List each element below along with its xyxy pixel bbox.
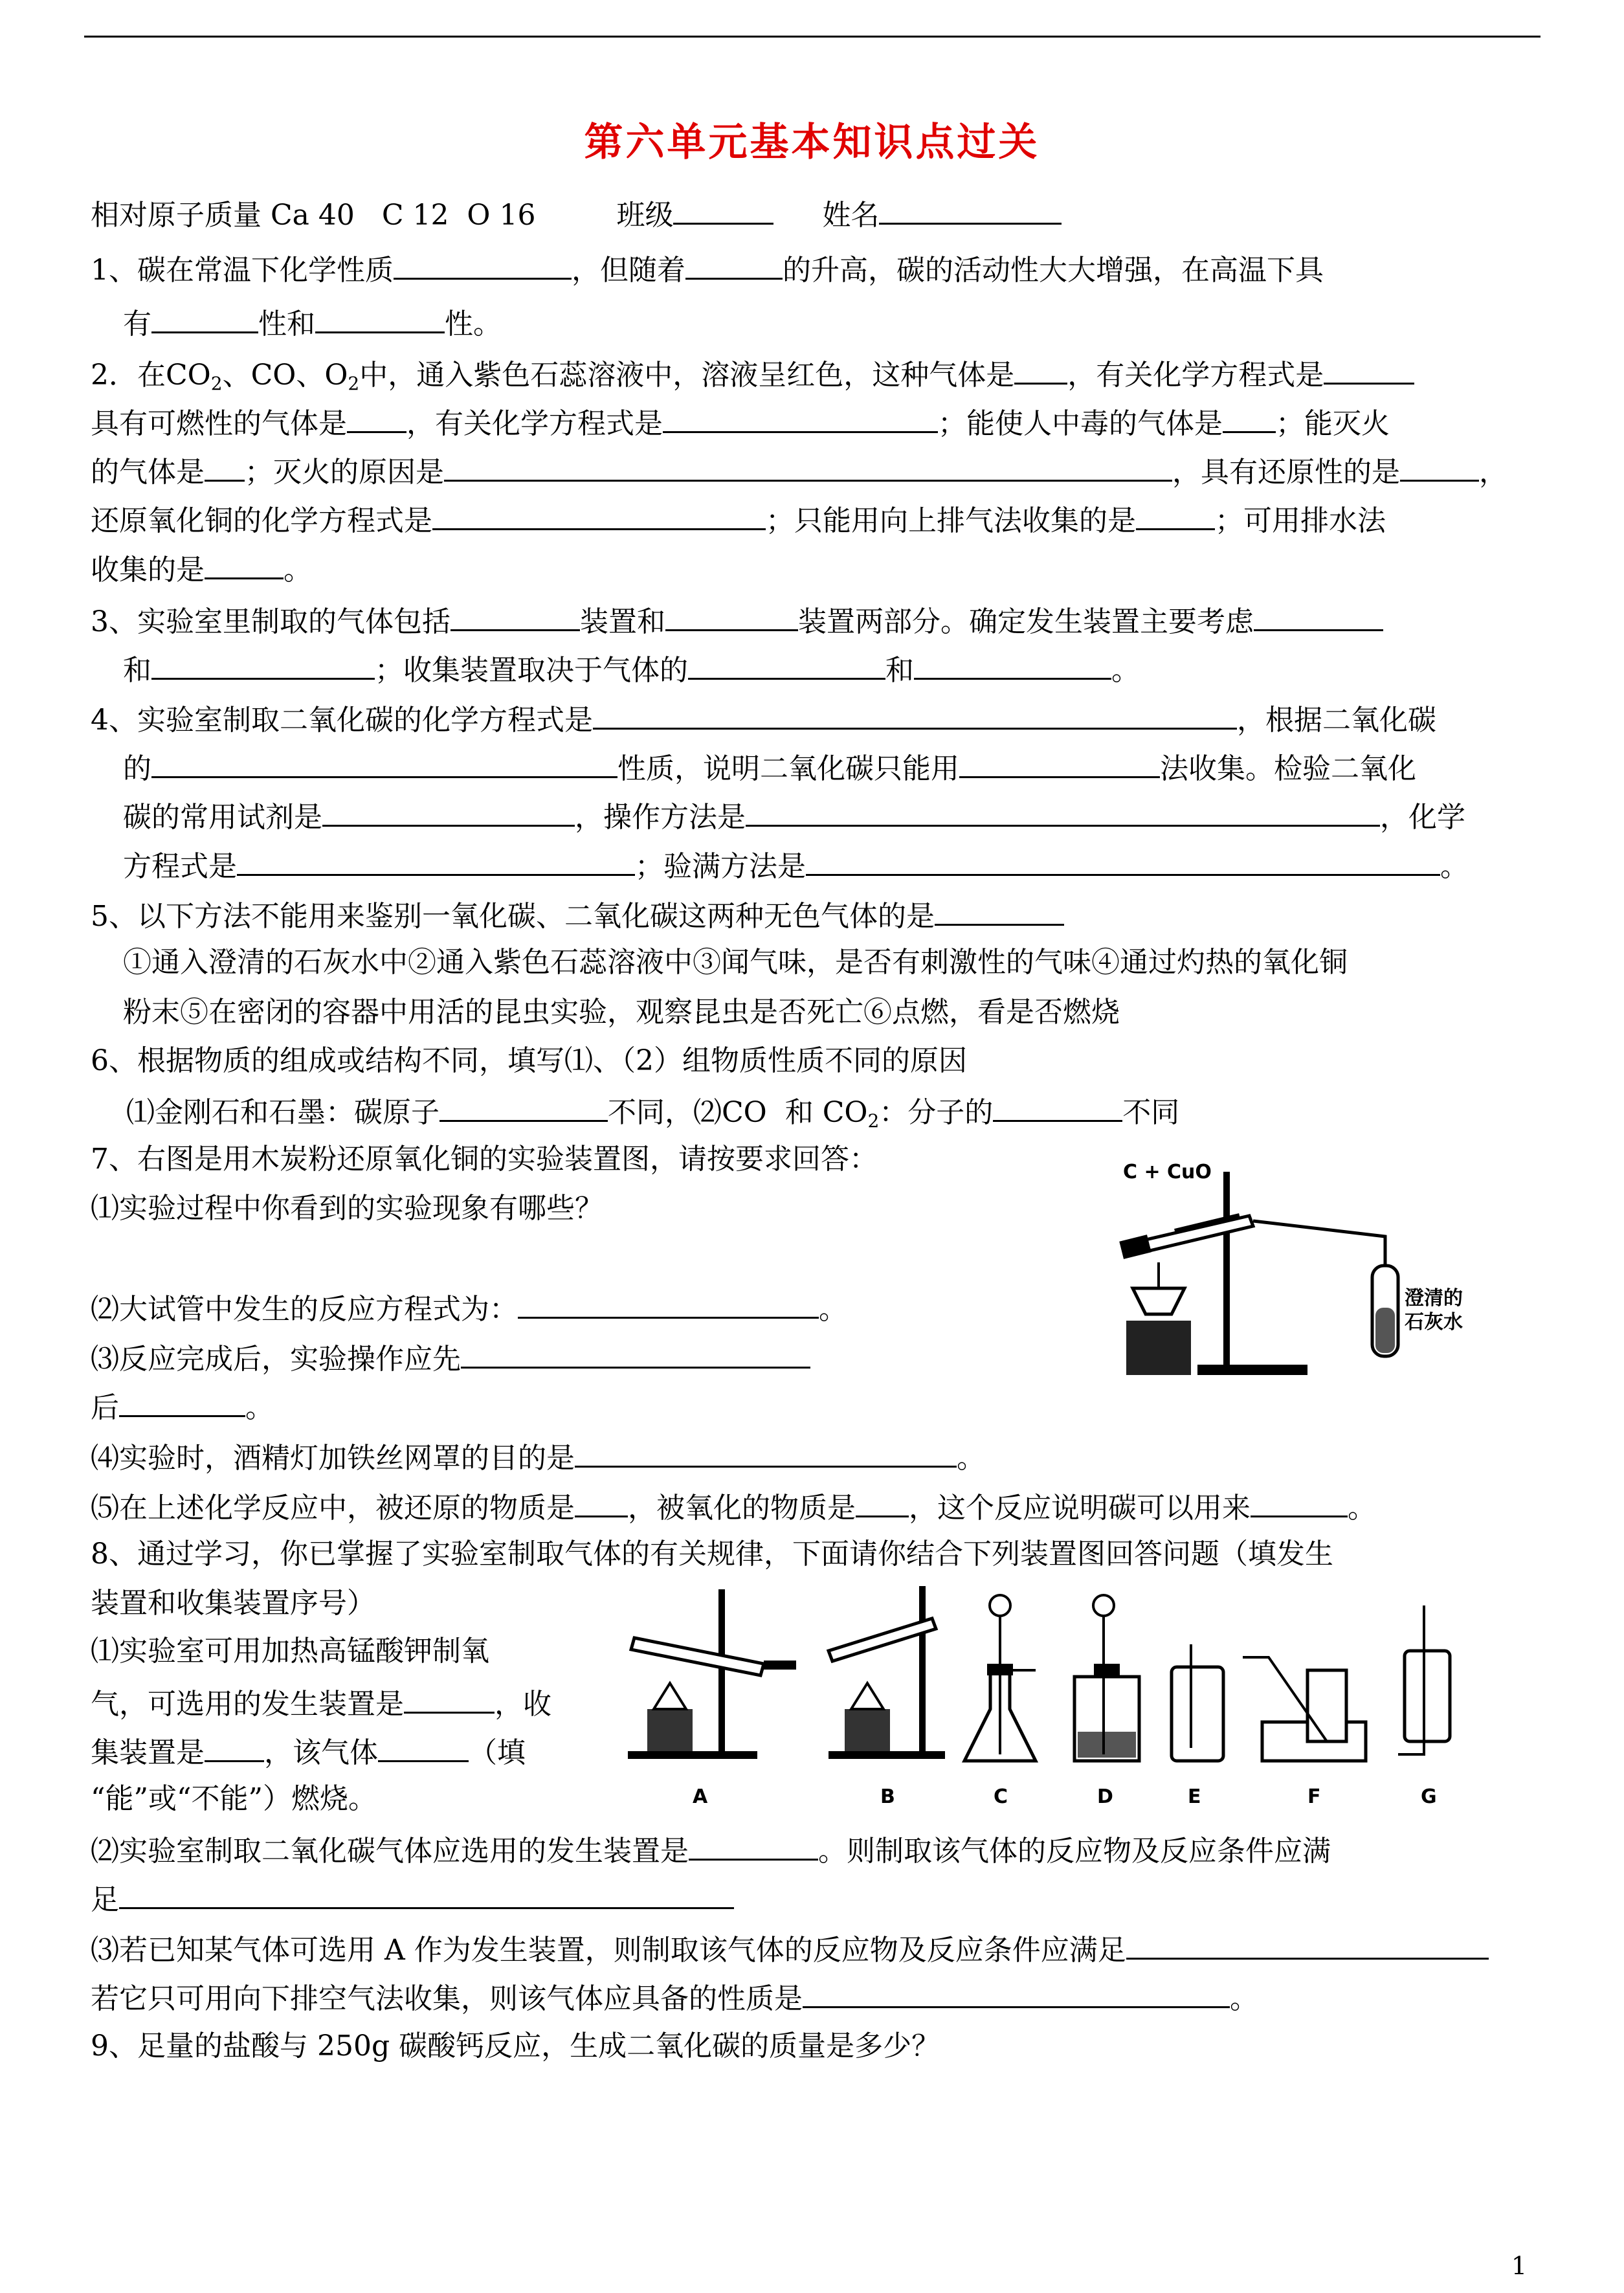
q2-line1 (91, 354, 1414, 394)
blank[interactable] (935, 895, 1064, 926)
q7-line1: 7、右图是用木炭粉还原氧化铜的实验装置图，请按要求回答： (91, 1143, 878, 1176)
q8-text: 若它只可用向下排空气法收集，则该气体应具备的性质是 (91, 1982, 803, 2015)
q4-text: 碳的常用试剂是 (123, 801, 322, 834)
q7-line2: ⑴实验过程中你看到的实验现象有哪些？ (91, 1192, 603, 1225)
blank[interactable] (432, 500, 766, 530)
q8-line8 (91, 1879, 734, 1919)
page-title: 第六单元基本知识点过关 (584, 120, 1040, 165)
blank[interactable] (856, 1487, 909, 1517)
q4-text: ；验满方法是 (635, 850, 806, 883)
blank[interactable] (347, 403, 406, 433)
delivery-tube (1253, 1221, 1385, 1288)
blank[interactable] (688, 649, 885, 680)
blank[interactable] (993, 1091, 1122, 1122)
q3-text: 装置两部分。确定发生装置主要考虑 (798, 605, 1254, 638)
blank[interactable] (803, 1978, 1230, 2008)
gas-apparatus-figure (621, 1580, 1469, 1819)
q3-line2 (123, 649, 1140, 689)
q6-text: ⑴金刚石和石墨：碳原子 (126, 1096, 439, 1129)
q2-text: 中，通入紫色石蕊溶液中，溶液呈红色，这种气体是 (359, 359, 1015, 392)
q1-line2 (123, 303, 502, 343)
q8-line10 (91, 1978, 1258, 2018)
q7-text: 。 (1348, 1492, 1376, 1525)
blank[interactable] (394, 249, 572, 280)
q3-text: 装置和 (580, 605, 665, 638)
blank[interactable] (205, 1732, 264, 1762)
q7-text: ，被氧化的物质是 (628, 1492, 856, 1525)
q9-line1: 9、足量的盐酸与 250g 碳酸钙反应，生成二氧化碳的质量是多少？ (91, 2030, 940, 2063)
q8-line7 (91, 1830, 1331, 1870)
label-d: D (1097, 1785, 1113, 1808)
q7-line6 (91, 1437, 985, 1477)
apparatus-d (1074, 1595, 1139, 1761)
q8-line2: 装置和收集装置序号） (91, 1587, 375, 1620)
q7-line7 (91, 1487, 1376, 1527)
q8-text: 集装置是 (91, 1736, 205, 1769)
q3-text: 和 (885, 654, 914, 687)
q7-line3 (91, 1288, 847, 1328)
blank[interactable] (439, 1091, 608, 1122)
q2-text: 还原氧化铜的化学方程式是 (91, 504, 432, 537)
blank[interactable] (1324, 354, 1414, 385)
q4-text: 法收集。检验二氧化 (1160, 752, 1416, 785)
large-test-tube (1146, 1216, 1253, 1251)
q2-text: 收集的是 (91, 554, 205, 587)
q4-text: ，根据二氧化碳 (1237, 704, 1436, 737)
q7-text: ⑷实验时，酒精灯加铁丝网罩的目的是 (91, 1442, 575, 1475)
q5-line3: 粉末⑤在密闭的容器中用活的昆虫实验，观察昆虫是否死亡⑥点燃，看是否燃烧 (123, 996, 1120, 1029)
blank[interactable] (665, 601, 798, 631)
limewater-label-2: 石灰水 (1405, 1311, 1463, 1334)
q1-line1 (91, 249, 1324, 289)
q5-line2: ①通入澄清的石灰水中②通入紫色石蕊溶液中③闻气味，是否有刺激性的气味④通过灼热的氧化铜 (123, 946, 1348, 979)
q8-text: 气，可选用的发生装置是 (91, 1688, 404, 1721)
header-line (91, 194, 1062, 234)
blank[interactable] (315, 303, 445, 333)
page-number: 1 (1511, 2252, 1527, 2280)
q1-text: ，但随着 (572, 254, 685, 287)
subscript: 2 (210, 373, 223, 394)
carbon-reduction-apparatus-figure (1100, 1159, 1463, 1385)
blank[interactable] (914, 649, 1111, 680)
blank[interactable] (1254, 601, 1383, 631)
q3-text: 。 (1111, 654, 1140, 687)
blank[interactable] (685, 249, 783, 280)
label-b: B (880, 1785, 895, 1808)
q8-text: 足 (91, 1883, 119, 1916)
q1-text: 1、碳在常温下化学性质 (91, 254, 394, 287)
q2-line2 (91, 403, 1390, 443)
blank[interactable] (1126, 1929, 1489, 1960)
q2-text: 的气体是 (91, 456, 205, 489)
blank[interactable] (461, 1338, 810, 1369)
blank[interactable] (1223, 403, 1276, 433)
q4-line3 (123, 796, 1465, 836)
atomic-masses: 相对原子质量 Ca 40 C 12 O 16 (91, 199, 536, 232)
alcohol-lamp (1126, 1321, 1191, 1375)
blank[interactable] (119, 1387, 245, 1417)
q4-text: 4、实验室制取二氧化碳的化学方程式是 (91, 704, 593, 737)
q1-text: 性。 (445, 308, 502, 341)
blank[interactable] (378, 1732, 469, 1762)
q2-line4 (91, 500, 1386, 540)
blank[interactable] (746, 796, 1380, 827)
label-c: C (994, 1785, 1008, 1808)
q1-text: 的升高，碳的活动性大大增强，在高温下具 (783, 254, 1324, 287)
top-rule (84, 36, 1541, 38)
q4-text: 。 (1440, 850, 1469, 883)
q8-line5 (91, 1732, 526, 1772)
q8-text: ⑵实验室制取二氧化碳气体应选用的发生装置是 (91, 1835, 689, 1868)
q6-text: 不同，⑵CO 和 CO (608, 1096, 868, 1129)
q4-line1 (91, 699, 1436, 739)
q3-text: ；收集装置取决于气体的 (375, 654, 688, 687)
blank[interactable] (663, 403, 938, 433)
apparatus-e (1172, 1644, 1223, 1761)
q2-text: ；可用排水法 (1215, 504, 1386, 537)
q7-text: ⑸在上述化学反应中，被还原的物质是 (91, 1492, 575, 1525)
apparatus-g (1398, 1605, 1450, 1754)
blank[interactable] (151, 748, 617, 778)
q8-line4 (91, 1683, 551, 1723)
blank[interactable] (205, 549, 284, 579)
q8-text: ⑶若已知某气体可选用 A 作为发生装置，则制取该气体的反应物及反应条件应满足 (91, 1934, 1126, 1967)
blank[interactable] (806, 845, 1440, 876)
blank[interactable] (205, 451, 245, 482)
subscript: 2 (348, 373, 360, 394)
q8-text: ，收 (495, 1688, 551, 1721)
q7-text: ，这个反应说明碳可以用来 (909, 1492, 1251, 1525)
q2-text: ；只能用向上排气法收集的是 (766, 504, 1136, 537)
q7-text: 。 (957, 1442, 985, 1475)
q4-text: 的 (123, 752, 151, 785)
q8-text: （填 (469, 1736, 526, 1769)
subscript: 2 (867, 1110, 880, 1132)
q6-text: 不同 (1122, 1096, 1180, 1129)
q2-text: ，有关化学方程式是 (1067, 359, 1324, 392)
test-tube-stopper (1119, 1235, 1151, 1259)
q3-text: 和 (123, 654, 151, 687)
q8-text: 。则制取该气体的反应物及反应条件应满 (818, 1835, 1331, 1868)
q8-text: 。 (1230, 1982, 1258, 2015)
blank[interactable] (689, 1830, 818, 1861)
blank[interactable] (575, 1487, 628, 1517)
q4-text: 性质，说明二氧化碳只能用 (617, 752, 959, 785)
reactants-label: C + CuO (1123, 1161, 1212, 1183)
q7-line5 (91, 1387, 274, 1427)
q8-line3: ⑴实验室可用加热高锰酸钾制氧 (91, 1635, 489, 1668)
label-f: F (1307, 1785, 1321, 1808)
label-e: E (1188, 1785, 1201, 1808)
blank[interactable] (1400, 451, 1479, 482)
q4-line2 (123, 748, 1416, 788)
q4-line4 (123, 845, 1469, 886)
name-field[interactable] (879, 194, 1062, 225)
apparatus-f (1243, 1657, 1366, 1761)
q2-line3 (91, 451, 1507, 491)
blank[interactable] (593, 699, 1237, 730)
blank[interactable] (151, 649, 375, 680)
q6-text: ：分子的 (879, 1096, 994, 1129)
wire-gauze-cover (1133, 1288, 1185, 1314)
blank[interactable] (518, 1288, 819, 1319)
q2-text: 、CO、O (222, 359, 348, 392)
blank[interactable] (119, 1879, 734, 1909)
q2-line5 (91, 549, 312, 589)
blank[interactable] (959, 748, 1160, 778)
q4-text: ，操作方法是 (575, 801, 746, 834)
q6-line2 (126, 1091, 1179, 1132)
q2-text: 2．在 (91, 359, 166, 392)
q6-line1: 6、根据物质的组成或结构不同，填写⑴、（2）组物质性质不同的原因 (91, 1044, 967, 1077)
q8-line9 (91, 1929, 1489, 1969)
q7-text: ⑶反应完成后，实验操作应先 (91, 1343, 461, 1376)
q2-text: ；灭火的原因是 (245, 456, 444, 489)
label-a: A (693, 1785, 708, 1808)
blank[interactable] (151, 303, 258, 333)
q5-line1 (91, 895, 1064, 935)
q7-text: 。 (819, 1293, 847, 1326)
q8-text: ，该气体 (264, 1736, 378, 1769)
q2-text: ，具有还原性的是 (1172, 456, 1400, 489)
blank[interactable] (575, 1437, 957, 1468)
name-label: 姓名 (822, 199, 880, 232)
q1-text: 性和 (258, 308, 315, 341)
q3-line1 (91, 601, 1383, 641)
blank[interactable] (450, 601, 580, 631)
apparatus-b (829, 1586, 945, 1759)
q8-line6: “能”或“不能”）燃烧。 (91, 1782, 377, 1815)
q3-text: 3、实验室里制取的气体包括 (91, 605, 450, 638)
stand-base (1197, 1365, 1307, 1375)
label-g: G (1421, 1785, 1437, 1808)
q4-text: 方程式是 (123, 850, 237, 883)
apparatus-a (628, 1589, 796, 1759)
q8-line1: 8、通过学习，你已掌握了实验室制取气体的有关规律，下面请你结合下列装置图回答问题（填发生 (91, 1538, 1333, 1571)
q7-line4 (91, 1338, 810, 1378)
blank[interactable] (1136, 500, 1215, 530)
q7-text: 后 (91, 1391, 119, 1424)
iron-stand-rod (1223, 1172, 1230, 1366)
apparatus-c (964, 1595, 1036, 1761)
q2-text: ， (1479, 456, 1507, 489)
q7-text: 。 (245, 1391, 274, 1424)
q2-text: 。 (284, 554, 312, 587)
q2-text: 具有可燃性的气体是 (91, 407, 347, 440)
q2-text: ，有关化学方程式是 (406, 407, 663, 440)
blank[interactable] (404, 1683, 495, 1714)
blank[interactable] (1014, 354, 1067, 385)
class-label: 班级 (616, 199, 674, 232)
q5-text: 5、以下方法不能用来鉴别一氧化碳、二氧化碳这两种无色气体的是 (91, 900, 935, 933)
limewater (1375, 1308, 1395, 1353)
blank[interactable] (322, 796, 575, 827)
q7-text: ⑵大试管中发生的反应方程式为： (91, 1293, 518, 1326)
q1-text: 有 (123, 308, 151, 341)
blank[interactable] (444, 451, 1172, 482)
blank[interactable] (1251, 1487, 1348, 1517)
class-field[interactable] (673, 194, 773, 225)
q2-text: ；能使人中毒的气体是 (938, 407, 1223, 440)
q2-text: CO (166, 359, 211, 392)
limewater-label-1: 澄清的 (1405, 1287, 1463, 1310)
q2-text: ；能灭火 (1276, 407, 1390, 440)
blank[interactable] (237, 845, 635, 876)
q4-text: ，化学 (1380, 801, 1465, 834)
